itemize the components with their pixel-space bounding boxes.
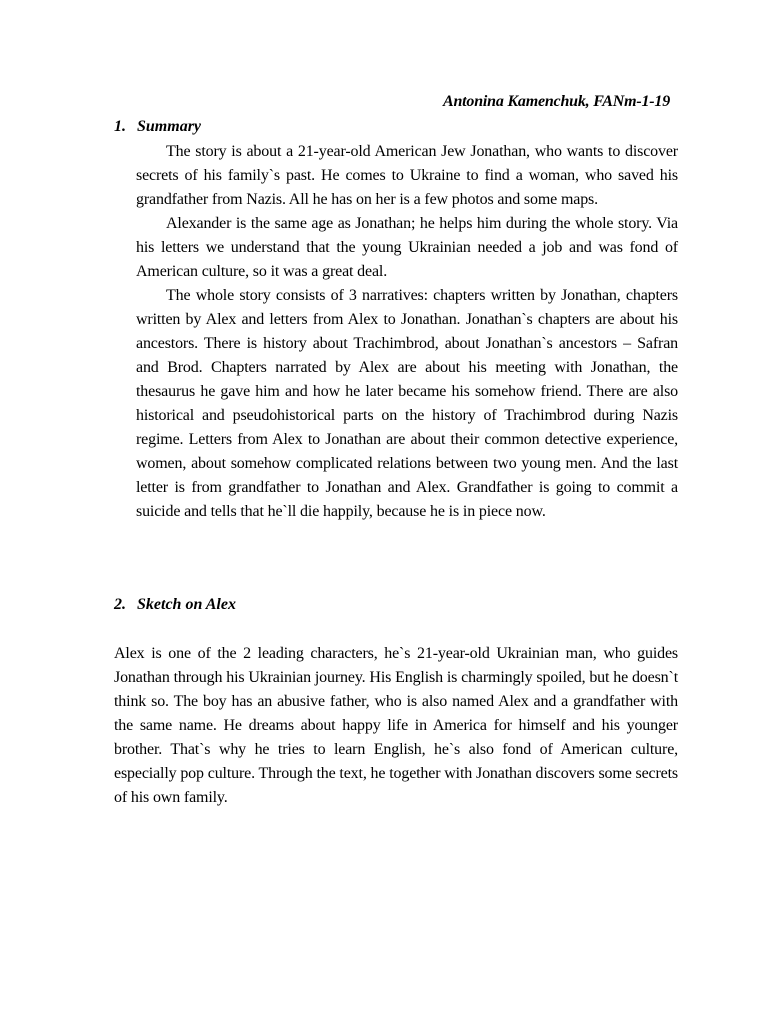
- paragraph: The whole story consists of 3 narratives: chapters written by Jonathan, chapters written by Alex and letters from Alex to Jonathan. Jonathan`s chapters are about his ancestors. There is history about Trachimbrod, about Jonathan`s ancestors – Safran and Brod. Chapters narrated by Alex are about his meeting with Jonathan, the thesaurus he gave him and how he later became his somehow friend. There are also historical and pseudohistorical parts on the history of Trachimbrod during Nazis regime. Letters from Alex to Jonathan are about their common detective experience, women, about somehow complicated relations between two young men. And the last letter is from grandfather to Jonathan and Alex. Grandfather is going to commit a suicide and tells that he`ll die happily, because he is in piece now.: [136, 287, 678, 520]
- author-line: Antonina Kamenchuk, FANm-1-19: [442, 93, 670, 110]
- paragraph: The story is about a 21-year-old American Jew Jonathan, who wants to discover secrets of his family`s past. He comes to Ukraine to find a woman, who saved his grandfather from Nazis. All he has on her is a few photos and some maps.: [136, 143, 678, 208]
- sketch-body: [114, 642, 678, 810]
- paragraph: Alex is one of the 2 leading characters, he`s 21-year-old Ukrainian man, who guides Jonathan through his Ukrainian journey. His English is charmingly spoiled, but he doesn`t think so. The boy has an abusive father, who is also named Alex and a grandfather with the same name. He dreams about happy life in America for himself and his younger brother. That`s why he tries to learn English, he`s also fond of American culture, especially pop culture. Through the text, he together with Jonathan discovers some secrets of his own family.: [114, 645, 678, 806]
- section-heading-sketch: [114, 596, 236, 614]
- section-number: 1.: [114, 118, 126, 135]
- section-number: 2.: [114, 596, 126, 613]
- section-title: Sketch on Alex: [137, 596, 236, 613]
- section-heading-summary: [114, 118, 201, 136]
- paragraph: Alexander is the same age as Jonathan; he helps him during the whole story. Via his letters we understand that the young Ukrainian needed a job and was fond of American culture, so it was a great deal.: [136, 215, 678, 280]
- section-title: Summary: [137, 118, 202, 135]
- summary-body: [136, 140, 678, 524]
